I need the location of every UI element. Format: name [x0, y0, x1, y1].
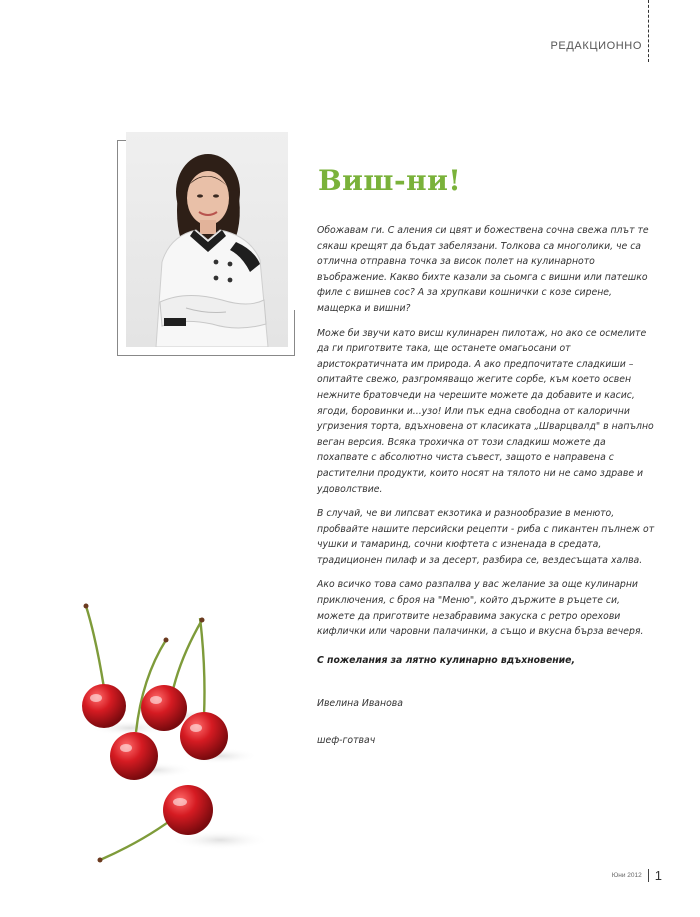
author-name: Ивелина Иванова — [317, 698, 403, 709]
chef-portrait — [126, 132, 288, 347]
page-number: 1 — [654, 868, 662, 883]
author-role: шеф-готвач — [317, 735, 376, 746]
paragraph-2: Може би звучи като висш кулинарен пилотаж, но ако се осмелите да ги приготвите така, ще останете омагьосани от аристократичната им природа. А ако предпочитате сладкиши – опитайте свежо, разгромяващо жегите сорбе, към което освен нежните братовчеди на черешите можете да добавите и касис, ягоди, боровинки и...узо! Или пък една свободна от калорични угризения торта, вдъхновена от класиката „Шварцвалд" в напълно веган версия. Всяка трохичка от този сладкиш можете да похапвате с абсолютно чиста съвест, защото е направена с растителни продукти, които носят на тялото ни не само здраве и удоволствие. — [317, 327, 654, 495]
cherries-illustration — [70, 598, 310, 878]
article-title: Виш-ни! — [318, 164, 462, 197]
page-footer — [612, 868, 662, 883]
dashed-rule — [648, 0, 649, 62]
paragraph-3: В случай, че ви липсват екзотика и разнообразие в менюто, пробвайте нашите персийски рецепти - риба с пикантен пълнеж от чушки и тамаринд, сочни кюфтета с изненада в средата, традиционен пилаф и за десерт, разбира се, вездесъщата халва. — [317, 508, 655, 566]
closing-line: С пожелания за лятно кулинарно вдъхновение, — [317, 655, 576, 666]
section-label: РЕДАКЦИОННО — [550, 40, 642, 52]
paragraph-1: Обожавам ги. С аления си цвят и божествена сочна свежа плът те сякаш крещят да бъдат забелязани. Толкова са многолики, че са отлична отправна точка за висок полет на кулинарното въображение. Какво бихте казали за сьомга с вишни или патешко филе с вишнев сос? А за хрупкави кошнички с козе сирене, мащерка и вишни? — [317, 225, 649, 314]
paragraph-4: Ако всичко това само разпалва у вас желание за още кулинарни приключения, с броя на "Меню", който държите в ръцете си, можете да приготвите незабравима закуска с ретро орехови кифлички или чаровни палачинки, а също и вкусна бърза вечеря. — [317, 579, 644, 638]
issue-date: Юни 2012 — [611, 872, 642, 879]
article-body — [317, 223, 655, 649]
footer-divider — [648, 869, 649, 882]
